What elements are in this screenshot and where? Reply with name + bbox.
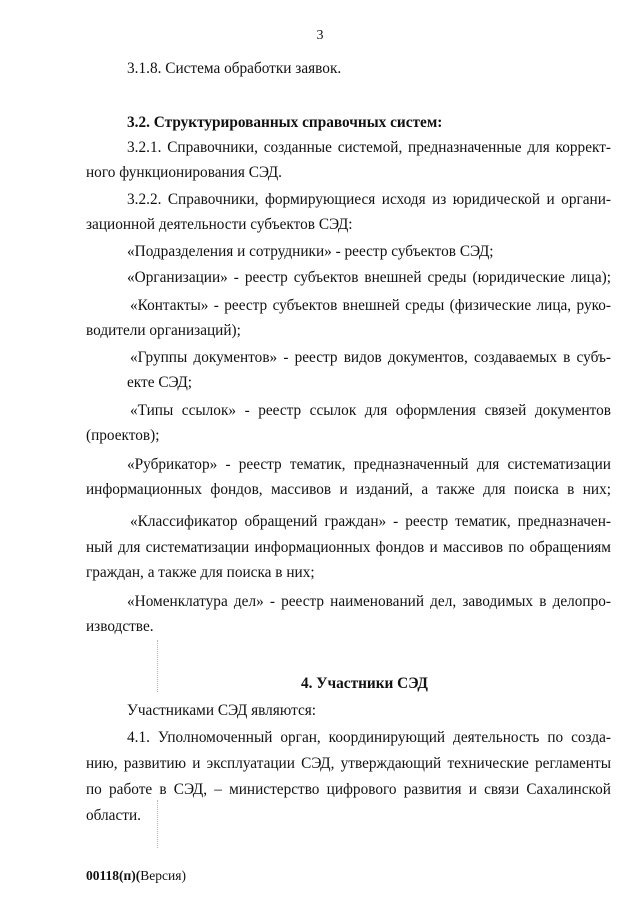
section-3-1-8: 3.1.8. Система обработки заявок. [127,60,342,77]
paragraph-line: по работе в СЭД, – министерство цифрового развития и связи Сахалинской [86,781,611,798]
paragraph-line: «Номенклатура дел» - реестр наименований дел, заводимых в делопро- [127,593,611,610]
footer-code: 00118(п)( [86,868,141,883]
paragraph-line: 3.2.1. Справочники, созданные системой, предназначенные для коррект- [127,139,611,156]
paragraph-line: нию, развитию и эксплуатации СЭД, утверждающий технические регламенты [86,755,611,772]
paragraph-line: «Организации» - реестр субъектов внешней среды (юридические лица); [127,269,611,286]
paragraph-line: 4.1. Уполномоченный орган, координирующий деятельность по созда- [127,729,611,746]
page-number: 3 [316,28,324,43]
paragraph-line: зационной деятельности субъектов СЭД: [86,216,353,233]
paragraph-line: граждан, а также для поиска в них; [86,564,315,581]
paragraph-line: «Типы ссылок» - реестр ссылок для оформления связей документов [130,402,611,419]
heading-3-2: 3.2. Структурированных справочных систем: [127,114,443,131]
paragraph-line: информационных фондов, массивов и изданий, а также для поиска в них; [86,481,611,498]
paragraph-line: «Классификатор обращений граждан» - реестр тематик, предназначен- [130,513,611,530]
paragraph-line: «Контакты» - реестр субъектов внешней среды (физические лица, руко- [130,297,611,314]
paragraph-line: ный для систематизации информационных фондов и массивов по обращениям [86,539,611,556]
paragraph-line: 3.2.2. Справочники, формирующиеся исходя из юридической и органи- [127,191,611,208]
footer-label: Версия) [140,868,186,883]
paragraph-line: водители организаций); [86,322,241,339]
paragraph-line: «Группы документов» - реестр видов документов, создаваемых в субъ- [130,349,611,366]
paragraph-line: «Рубрикатор» - реестр тематик, предназначенный для систематизации [127,456,611,473]
paragraph-line: екте СЭД; [127,374,193,391]
paragraph-line: (проектов); [86,427,160,444]
paragraph-line: ного функционирования СЭД. [86,164,283,181]
scan-artifact [157,800,158,848]
footer-version [86,866,186,886]
paragraph-line: «Подразделения и сотрудники» - реестр субъектов СЭД; [127,243,494,260]
paragraph-line: Участниками СЭД являются: [127,702,317,719]
scan-artifact [157,640,158,692]
paragraph-line: изводстве. [86,618,154,635]
heading-4: 4. Участники СЭД [301,675,428,692]
paragraph-line: области. [86,807,141,824]
